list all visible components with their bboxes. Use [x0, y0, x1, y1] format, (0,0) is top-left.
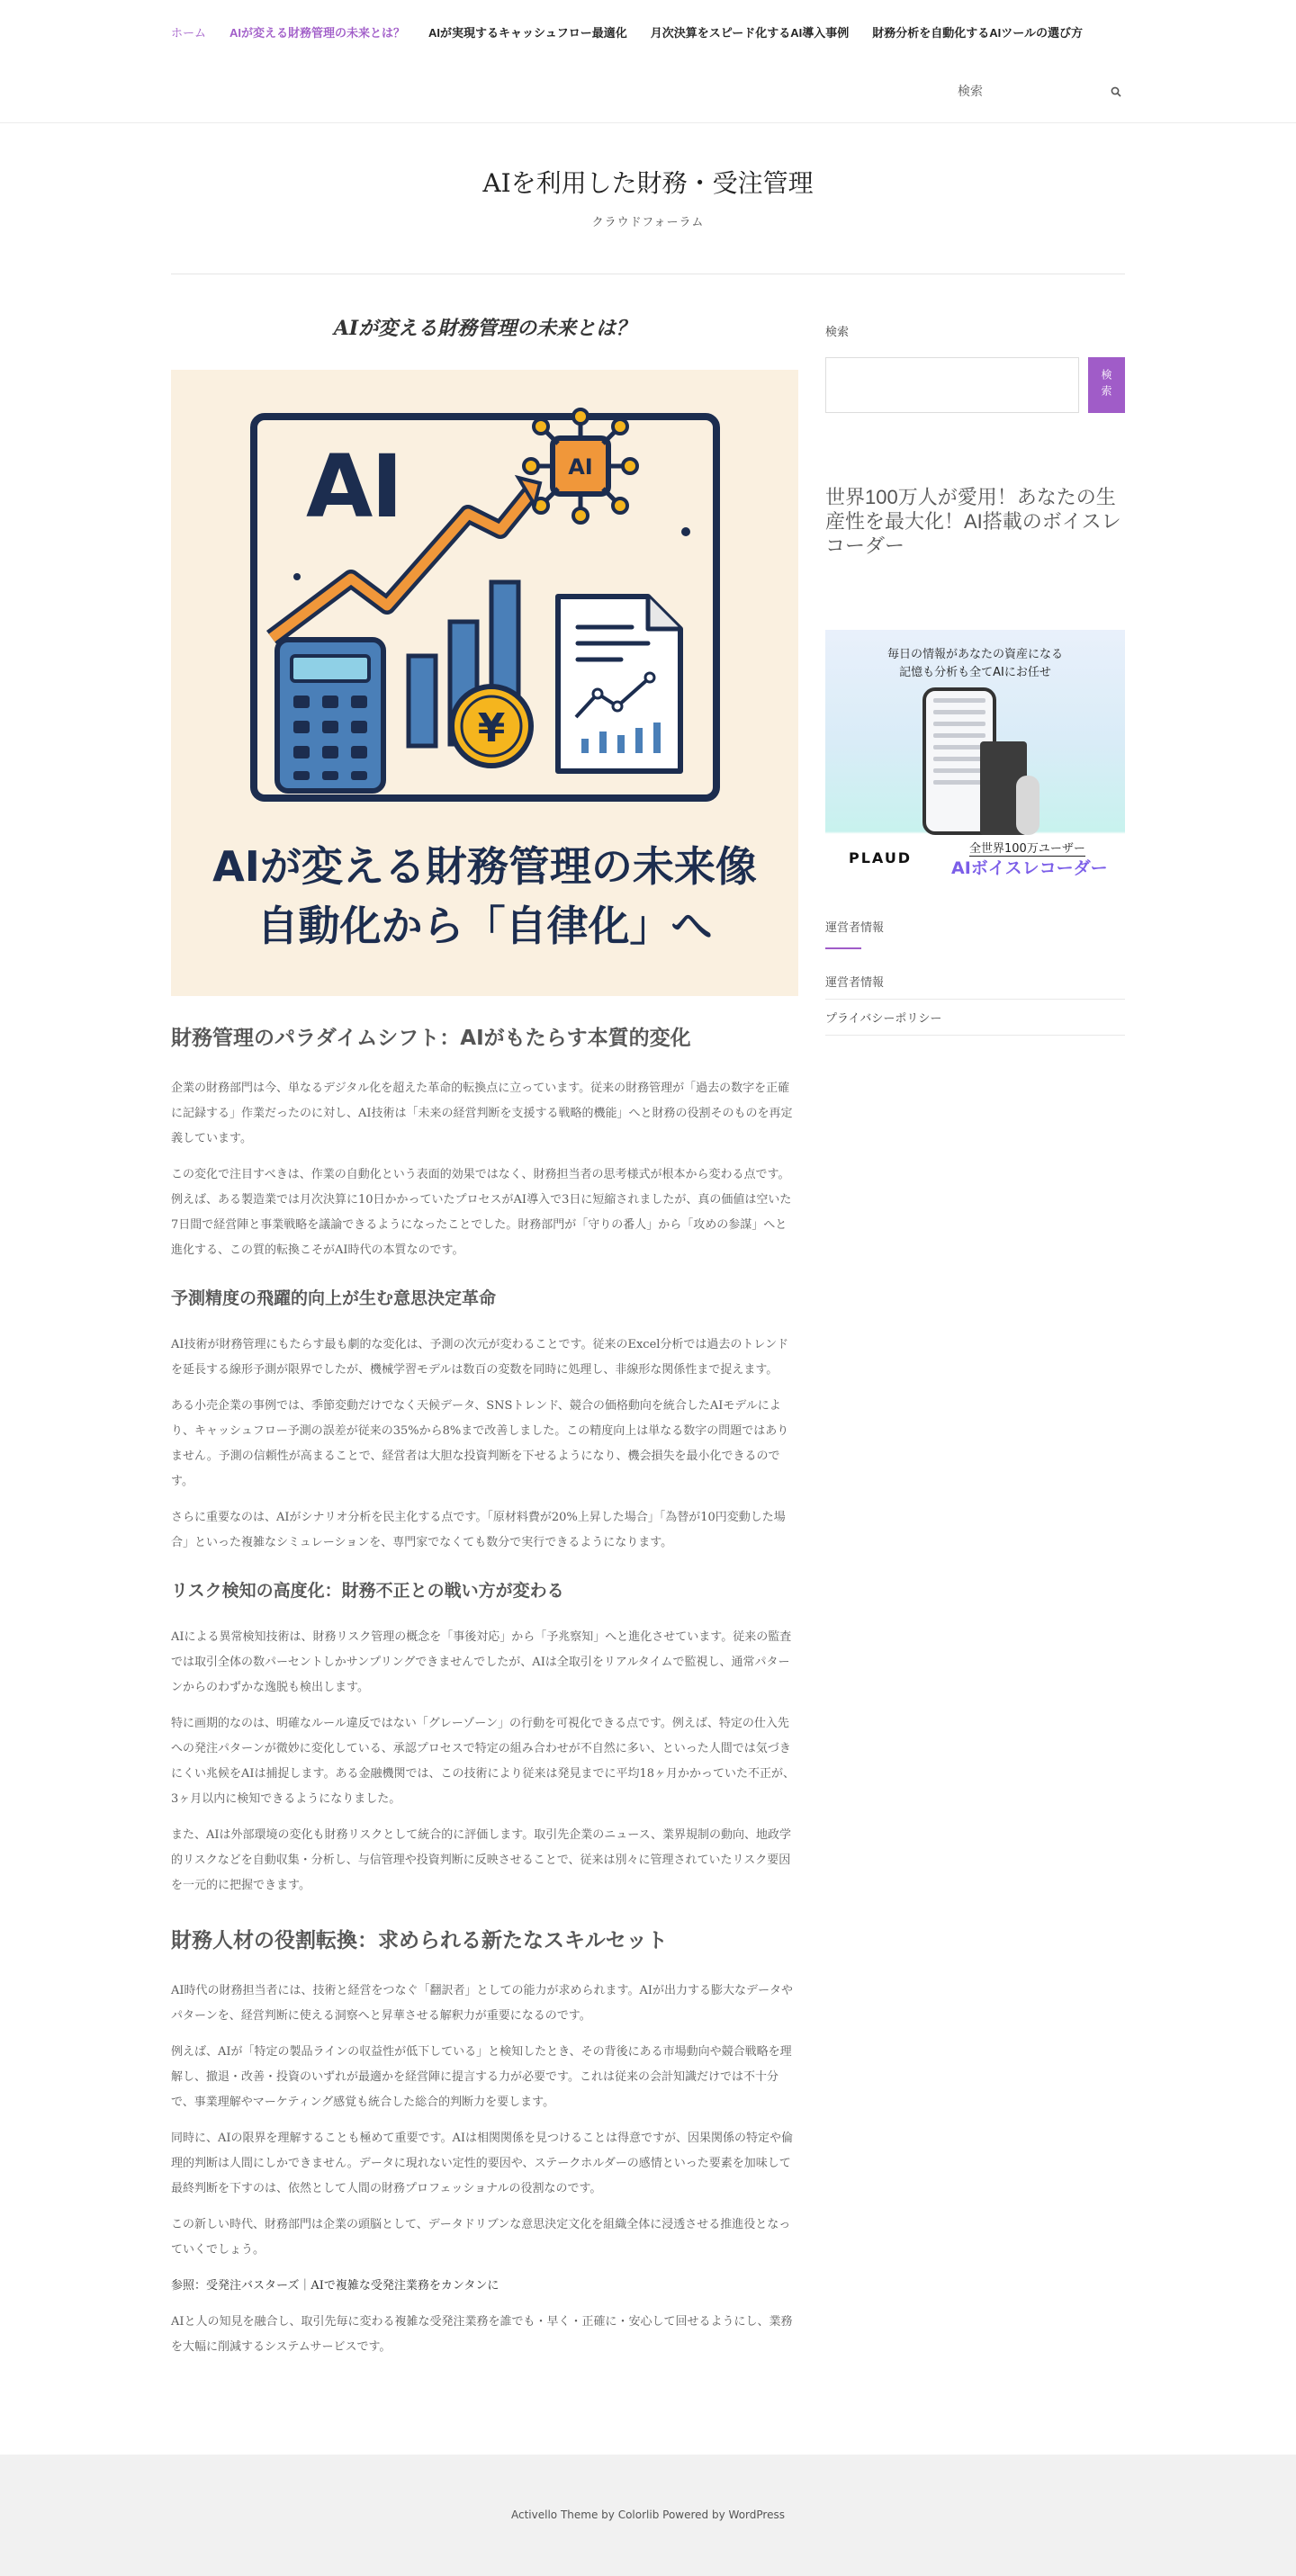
paragraph: AI時代の財務担当者には、技術と経営をつなぐ「翻訳者」としての能力が求められます。AIが出力する膨大なデータやパターンを、経営判断に使える洞察へと昇華させる解釈力が重要になるのです。 [171, 1984, 794, 2023]
post-title: AIが変える財務管理の未来とは？ [333, 317, 636, 340]
header-search [958, 79, 1121, 104]
footer-credits [0, 2509, 1296, 2521]
hero-caption-line2: 自動化から「自律化」へ [256, 902, 713, 950]
paragraph: 特に画期的なのは、明確なルール違反ではない「グレーゾーン」の行動を可視化できる点です。例えば、特定の仕入先への発注パターンが微妙に変化している、承認プロセスで特定の組み合わせが不自然に多い、といった人間では気づきにくい兆候をAIは捕捉します。ある金融機関では、この技術により従来は発見までに平均18ヶ月かかっていた不正が、3ヶ月以内に検知できるようになりました。 [171, 1717, 796, 1806]
paragraph: この変化で注目すべきは、作業の自動化という表面的効果ではなく、財務担当者の思考様式が根本から変わる点です。例えば、ある製造業では月次決算に10日かかっていたプロセスがAI導入で3日に短縮されましたが、真の価値は空いた7日間で経営陣と事業戦略を議論できるようになったことでした。財務部門が「守りの番人」から「攻めの参謀」へと進化する、この質的転換こそがAI時代の本質なのです。 [171, 1168, 792, 1257]
operator-info-link[interactable]: 運営者情報 [825, 976, 885, 990]
paragraph: AI技術が財務管理にもたらす最も劇的な変化は、予測の次元が変わることです。従来のExcel分析では過去のトレンドを延長する線形予測が限界でしたが、機械学習モデルは数百の変数を同時に処理し、非線形な関係性まで捉えます。 [171, 1338, 789, 1377]
calculator-icon [277, 640, 383, 791]
section-heading: 財務管理のパラダイムシフト：AIがもたらす本質的変化 [171, 1027, 691, 1050]
nav-monthly-close-link[interactable]: 月次決算をスピード化するAI導入事例 [650, 26, 850, 40]
svg-text:¥: ¥ [477, 705, 506, 751]
footer-colorlib-link[interactable]: Colorlib [617, 2509, 660, 2521]
paragraph: AIと人の知見を融合し、取引先毎に変わる複雑な受発注業務を誰でも・早く・正確に・安心して回せるようにし、業務を大幅に削減するシステムサービスです。 [171, 2315, 793, 2354]
footer [0, 2455, 1296, 2576]
yen-coin-icon [452, 687, 531, 766]
paragraph: 同時に、AIの限界を理解することも極めて重要です。AIは相関関係を見つけることは得意ですが、因果関係の特定や倫理的判断は人間にしかできません。データに現れない定性的要因や、ステークホルダーの感情といった要素を加味して最終判断を下すのは、依然として人間の財務プロフェッショナルの役割なのです。 [171, 2132, 794, 2195]
widget-title-underline [825, 947, 861, 949]
sidebar-search-button[interactable]: 検索 [1088, 357, 1125, 413]
article-content [171, 1021, 798, 2360]
paragraph: 企業の財務部門は今、単なるデジタル化を超えた革命的転換点に立っています。従来の財務管理が「過去の数字を正確に記録する」作業だったのに対し、AI技術は「未来の経営判断を支援する戦略的機能」へと財務の役割そのものを再定義しています。 [171, 1082, 793, 1145]
privacy-policy-link[interactable]: プライバシーポリシー [825, 1012, 942, 1026]
section-heading: 財務人材の役割転換：求められる新たなスキルセット [171, 1929, 668, 1952]
site-description: クラウドフォーラム [591, 216, 705, 229]
site-title[interactable]: AIを利用した財務・受注管理 [482, 168, 814, 198]
paragraph: この新しい時代、財務部門は企業の頭脳として、データドリブンな意思決定文化を組織全体に浸透させる推進役となっていくでしょう。 [171, 2218, 791, 2257]
nav-ai-finance-future-link[interactable]: AIが変える財務管理の未来とは？ [230, 26, 406, 40]
hero-ai-logo: AI [306, 436, 402, 537]
section-heading: 予測精度の飛躍的向上が生む意思決定革命 [171, 1288, 497, 1308]
banner-tagline-1: 毎日の情報があなたの資産になる [886, 648, 1063, 661]
search-icon[interactable] [1111, 84, 1121, 101]
ad-headline-link[interactable]: 世界100万人が愛用！あなたの生産性を最大化！AI搭載のボイスレコーダー [825, 486, 1121, 557]
nav-analysis-tools-link[interactable]: 財務分析を自動化するAIツールの選び方 [872, 26, 1084, 40]
sidebar-search [825, 357, 1125, 413]
banner-product: AIボイスレコーダー [951, 858, 1108, 878]
pin-device-image [1016, 776, 1040, 835]
hero-image [171, 370, 798, 996]
list-item [825, 1000, 1125, 1036]
paragraph: さらに重要なのは、AIがシナリオ分析を民主化する点です。「原材料費が20%上昇した場合」「為替が10円変動した場合」といった複雑なシミュレーションを、専門家でなくても数分で実行できるようになります。 [171, 1511, 786, 1549]
hero-illustration [171, 370, 798, 820]
paragraph: また、AIは外部環境の変化も財務リスクとして統合的に評価します。取引先企業のニュース、業界規制の動向、地政学的リスクなどを自動収集・分析し、与信管理や投資判断に反映させることで、従来は別々に管理されていたリスク要因を一元的に把握できます。 [171, 1828, 791, 1892]
list-item [825, 964, 1125, 1000]
ad-banner[interactable] [825, 630, 1125, 882]
widget-title: 運営者情報 [825, 921, 885, 935]
banner-tagline-2: 記憶も分析も全てAIにお任せ [899, 666, 1051, 679]
sidebar [825, 322, 1125, 1036]
report-document-icon [558, 597, 680, 771]
footer-theme-text: Activello Theme by [511, 2509, 615, 2521]
svg-text:AI: AI [568, 454, 593, 480]
sidebar-search-label: 検索 [825, 326, 850, 339]
section-heading: リスク検知の高度化：財務不正との戦い方が変わる [171, 1581, 564, 1601]
banner-users: 全世界100万ユーザー [969, 839, 1085, 857]
sidebar-search-input[interactable] [825, 357, 1079, 413]
article [171, 313, 798, 2371]
header-divider [0, 122, 1296, 123]
main-navigation [171, 23, 1083, 40]
nav-cashflow-link[interactable]: AIが実現するキャッシュフロー最適化 [428, 26, 627, 40]
nav-home-link[interactable]: ホーム [171, 26, 207, 40]
paragraph: 例えば、AIが「特定の製品ラインの収益性が低下している」と検知したとき、その背後にある市場動向や競合戦略を理解し、撤退・改善・投資のいずれが最適かを経営陣に提言する力が必要です。これは従来の会計知識だけでは不十分で、事業理解やマーケティング感覚も統合した総合的判断力を要します。 [171, 2045, 792, 2109]
ai-chip-icon [524, 409, 637, 523]
header-search-input[interactable] [958, 85, 1093, 99]
reference-link[interactable]: 参照：受発注バスターズ｜AIで複雑な受発注業務をカンタンに [171, 2279, 500, 2293]
paragraph: ある小売企業の事例では、季節変動だけでなく天候データ、SNSトレンド、競合の価格動向を統合したAIモデルにより、キャッシュフロー予測の誤差が従来の35%から8%まで改善しました。この精度向上は単なる数字の問題ではありません。予測の信頼性が高まることで、経営者は大胆な投資判断を下せるようになり、機会損失を最小化できるのです。 [171, 1399, 789, 1488]
paragraph: AIによる異常検知技術は、財務リスク管理の概念を「事後対応」から「予兆察知」へと進化させています。従来の監査では取引全体の数パーセントしかサンプリングできませんでしたが、AIは全取引をリアルタイムで監視し、通常パターンからのわずかな逸脱も検出します。 [171, 1630, 792, 1694]
hero-caption-line1: AIが変える財務管理の未来像 [212, 842, 757, 891]
footer-powered-text: Powered by [662, 2509, 725, 2521]
plaud-logo: PLAUD [849, 849, 913, 866]
footer-wordpress-link[interactable]: WordPress [728, 2509, 785, 2521]
widget-links [825, 964, 1125, 1036]
